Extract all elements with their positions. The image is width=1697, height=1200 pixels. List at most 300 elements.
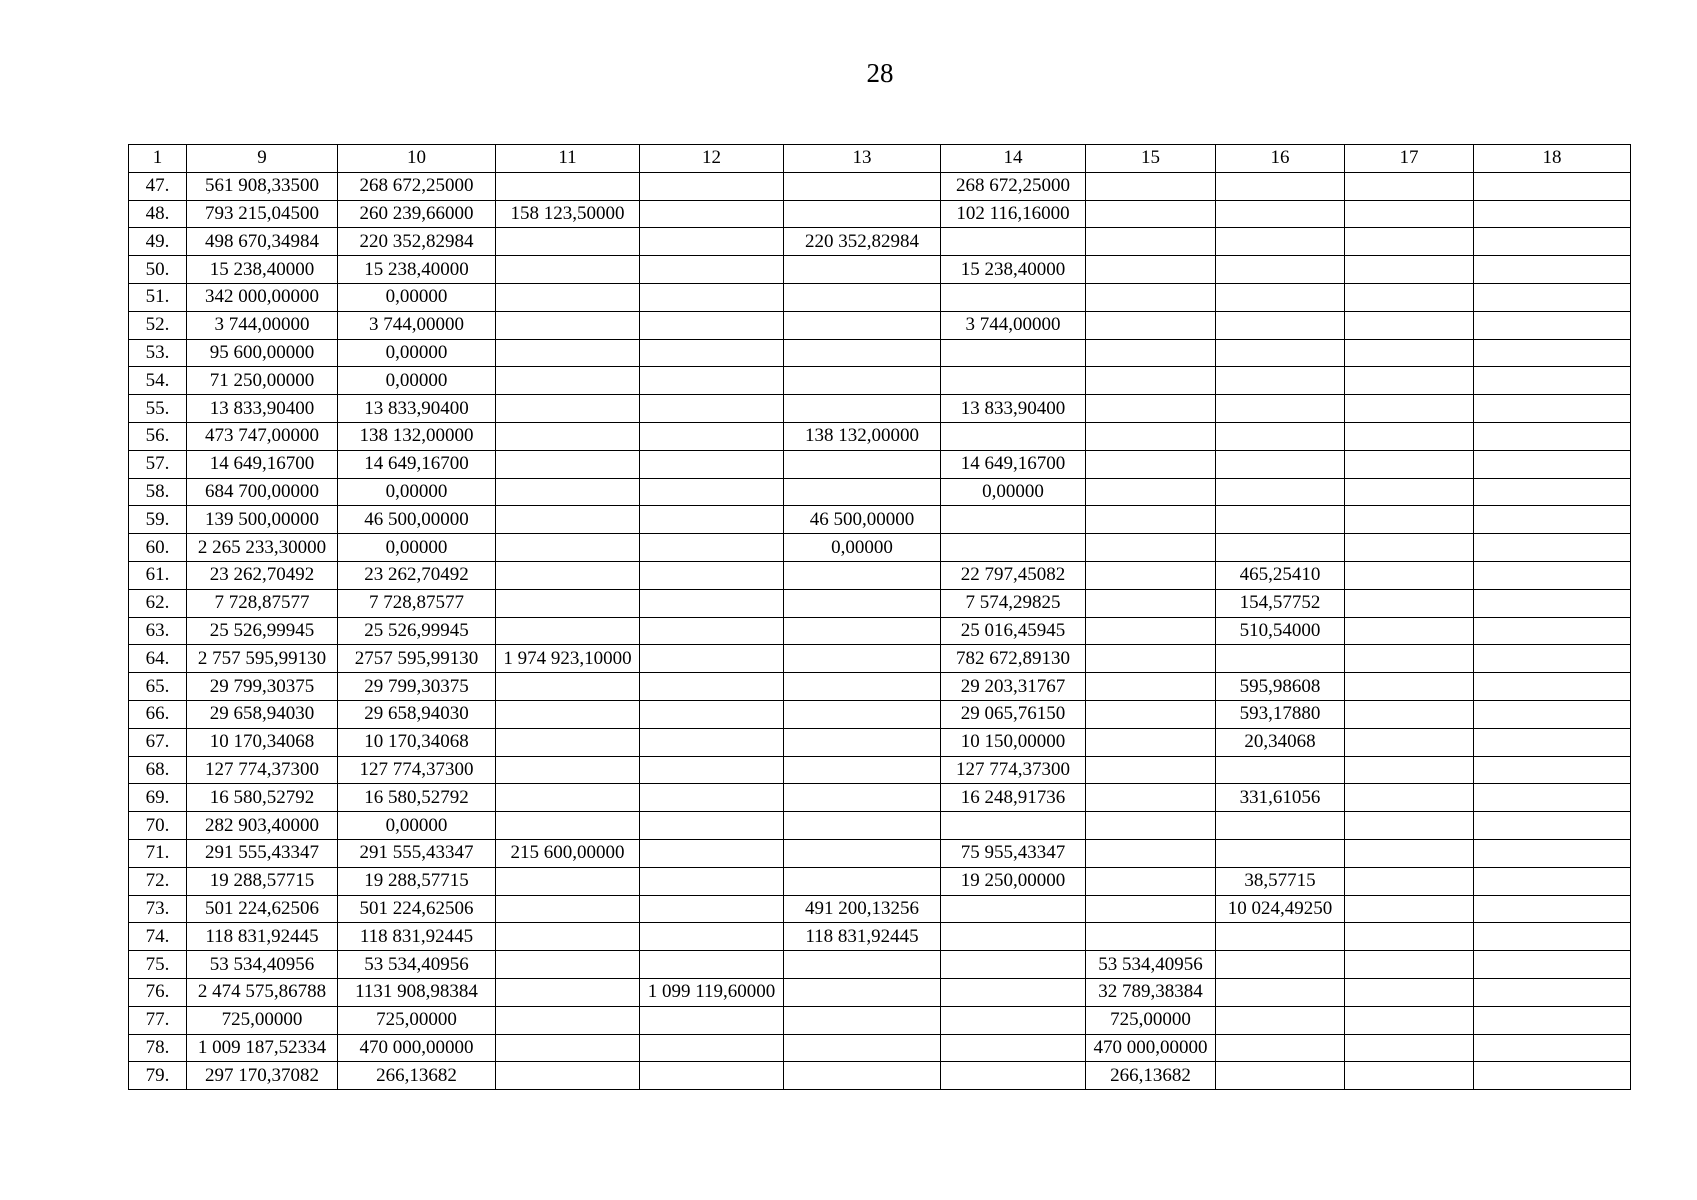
- row-number-cell: 64.: [129, 645, 187, 673]
- row-number-cell: 55.: [129, 395, 187, 423]
- table-cell: [1086, 589, 1216, 617]
- table-cell: 10 170,34068: [338, 728, 496, 756]
- table-row: [129, 506, 1631, 534]
- table-row: [129, 534, 1631, 562]
- table-cell: 2 474 575,86788: [187, 978, 338, 1006]
- row-number-cell: 69.: [129, 784, 187, 812]
- table-cell: 32 789,38384: [1086, 978, 1216, 1006]
- table-cell: [640, 617, 784, 645]
- table-cell: [784, 339, 941, 367]
- table-cell: [784, 812, 941, 840]
- table-cell: [1345, 172, 1474, 200]
- table-cell: [640, 256, 784, 284]
- table-cell: [784, 839, 941, 867]
- table-cell: 10 150,00000: [941, 728, 1086, 756]
- table-cell: [640, 700, 784, 728]
- column-header: 9: [187, 145, 338, 173]
- table-cell: [496, 311, 640, 339]
- table-cell: 16 580,52792: [338, 784, 496, 812]
- table-row: [129, 1006, 1631, 1034]
- row-number-cell: 67.: [129, 728, 187, 756]
- table-cell: 793 215,04500: [187, 200, 338, 228]
- table-cell: 2 265 233,30000: [187, 534, 338, 562]
- table-cell: [1474, 256, 1631, 284]
- table-cell: [1216, 812, 1345, 840]
- table-cell: 0,00000: [338, 367, 496, 395]
- table-cell: [1216, 422, 1345, 450]
- table-cell: 593,17880: [1216, 700, 1345, 728]
- table-row: [129, 172, 1631, 200]
- table-cell: [1474, 367, 1631, 395]
- table-cell: 266,13682: [338, 1062, 496, 1090]
- table-cell: [640, 367, 784, 395]
- table-cell: [640, 395, 784, 423]
- table-cell: 342 000,00000: [187, 283, 338, 311]
- table-cell: [1345, 339, 1474, 367]
- table-cell: 19 288,57715: [187, 867, 338, 895]
- table-cell: 260 239,66000: [338, 200, 496, 228]
- table-cell: 725,00000: [187, 1006, 338, 1034]
- table-cell: [496, 700, 640, 728]
- table-cell: 29 658,94030: [187, 700, 338, 728]
- table-row: [129, 478, 1631, 506]
- table-cell: [1216, 534, 1345, 562]
- table-cell: [1216, 311, 1345, 339]
- row-number-cell: 75.: [129, 951, 187, 979]
- table-cell: 331,61056: [1216, 784, 1345, 812]
- table-cell: 16 580,52792: [187, 784, 338, 812]
- table-cell: [1474, 534, 1631, 562]
- table-cell: [1086, 339, 1216, 367]
- table-cell: 19 250,00000: [941, 867, 1086, 895]
- table-cell: 25 016,45945: [941, 617, 1086, 645]
- table-row: [129, 923, 1631, 951]
- table-cell: 725,00000: [338, 1006, 496, 1034]
- table-cell: [941, 534, 1086, 562]
- table-cell: [640, 561, 784, 589]
- table-cell: [1474, 923, 1631, 951]
- table-cell: 158 123,50000: [496, 200, 640, 228]
- table-cell: [1474, 311, 1631, 339]
- table-cell: 1 974 923,10000: [496, 645, 640, 673]
- row-number-cell: 50.: [129, 256, 187, 284]
- table-cell: 29 799,30375: [338, 673, 496, 701]
- table-cell: [941, 422, 1086, 450]
- table-cell: 15 238,40000: [941, 256, 1086, 284]
- table-cell: 118 831,92445: [784, 923, 941, 951]
- row-number-cell: 59.: [129, 506, 187, 534]
- table-row: [129, 228, 1631, 256]
- table-cell: [1086, 228, 1216, 256]
- table-cell: [1345, 506, 1474, 534]
- table-cell: [496, 478, 640, 506]
- table-cell: 501 224,62506: [338, 895, 496, 923]
- table-cell: [1474, 1062, 1631, 1090]
- table-cell: [784, 951, 941, 979]
- table-cell: 46 500,00000: [338, 506, 496, 534]
- table-cell: [1216, 256, 1345, 284]
- table-cell: [941, 978, 1086, 1006]
- data-table: [128, 144, 1631, 1090]
- table-cell: 1 009 187,52334: [187, 1034, 338, 1062]
- table-cell: [1086, 367, 1216, 395]
- row-number-cell: 63.: [129, 617, 187, 645]
- table-cell: [784, 561, 941, 589]
- table-cell: [1216, 395, 1345, 423]
- table-cell: [496, 367, 640, 395]
- table-cell: [640, 951, 784, 979]
- table-cell: [496, 534, 640, 562]
- table-cell: [1345, 534, 1474, 562]
- table-cell: 53 534,40956: [338, 951, 496, 979]
- table-cell: 2 757 595,99130: [187, 645, 338, 673]
- table-cell: 14 649,16700: [941, 450, 1086, 478]
- table-cell: [1345, 645, 1474, 673]
- table-cell: [1086, 673, 1216, 701]
- table-cell: 15 238,40000: [187, 256, 338, 284]
- table-cell: 71 250,00000: [187, 367, 338, 395]
- table-row: [129, 395, 1631, 423]
- table-cell: 10 024,49250: [1216, 895, 1345, 923]
- table-row: [129, 839, 1631, 867]
- table-cell: [1086, 756, 1216, 784]
- table-cell: [1474, 200, 1631, 228]
- table-cell: 127 774,37300: [338, 756, 496, 784]
- table-cell: [1216, 367, 1345, 395]
- table-cell: [1345, 228, 1474, 256]
- table-row: [129, 812, 1631, 840]
- table-cell: 3 744,00000: [187, 311, 338, 339]
- table-row: [129, 589, 1631, 617]
- table-cell: [496, 1034, 640, 1062]
- table-row: [129, 951, 1631, 979]
- table-cell: 491 200,13256: [784, 895, 941, 923]
- table-cell: 25 526,99945: [338, 617, 496, 645]
- table-cell: 15 238,40000: [338, 256, 496, 284]
- table-cell: [640, 506, 784, 534]
- table-cell: [1345, 617, 1474, 645]
- table-cell: [1345, 367, 1474, 395]
- table-cell: [1474, 172, 1631, 200]
- table-cell: [1216, 978, 1345, 1006]
- table-cell: [1474, 506, 1631, 534]
- table-cell: [496, 422, 640, 450]
- table-cell: 291 555,43347: [338, 839, 496, 867]
- table-cell: 13 833,90400: [941, 395, 1086, 423]
- table-cell: [1086, 422, 1216, 450]
- table-row: [129, 756, 1631, 784]
- table-cell: [941, 367, 1086, 395]
- table-cell: 215 600,00000: [496, 839, 640, 867]
- table-cell: 0,00000: [941, 478, 1086, 506]
- table-cell: [640, 228, 784, 256]
- table-cell: [640, 867, 784, 895]
- table-cell: 684 700,00000: [187, 478, 338, 506]
- row-number-cell: 72.: [129, 867, 187, 895]
- table-cell: [640, 1006, 784, 1034]
- table-cell: [941, 1034, 1086, 1062]
- table-cell: [784, 200, 941, 228]
- table-cell: [496, 867, 640, 895]
- table-cell: 0,00000: [338, 478, 496, 506]
- table-cell: [640, 1034, 784, 1062]
- table-cell: [1345, 895, 1474, 923]
- table-cell: [1086, 506, 1216, 534]
- table-cell: [784, 617, 941, 645]
- table-cell: 139 500,00000: [187, 506, 338, 534]
- table-row: [129, 339, 1631, 367]
- table-cell: [784, 1062, 941, 1090]
- row-number-cell: 79.: [129, 1062, 187, 1090]
- column-header: 11: [496, 145, 640, 173]
- table-cell: [1216, 1006, 1345, 1034]
- table-cell: 53 534,40956: [1086, 951, 1216, 979]
- table-cell: [1474, 561, 1631, 589]
- table-row: [129, 367, 1631, 395]
- table-row: [129, 450, 1631, 478]
- table-cell: 0,00000: [338, 283, 496, 311]
- table-cell: [1086, 700, 1216, 728]
- table-cell: 3 744,00000: [941, 311, 1086, 339]
- table-cell: [496, 228, 640, 256]
- column-header: 13: [784, 145, 941, 173]
- table-cell: [784, 172, 941, 200]
- table-cell: [1216, 200, 1345, 228]
- table-cell: 595,98608: [1216, 673, 1345, 701]
- table-cell: [640, 673, 784, 701]
- table-row: [129, 673, 1631, 701]
- table-cell: [1086, 645, 1216, 673]
- row-number-cell: 57.: [129, 450, 187, 478]
- table-cell: 14 649,16700: [338, 450, 496, 478]
- table-cell: [1086, 812, 1216, 840]
- table-cell: [496, 256, 640, 284]
- table-cell: [1474, 756, 1631, 784]
- table-cell: 25 526,99945: [187, 617, 338, 645]
- table-cell: [784, 395, 941, 423]
- table-cell: [640, 728, 784, 756]
- table-cell: [1216, 1062, 1345, 1090]
- table-cell: [496, 1006, 640, 1034]
- table-cell: [784, 311, 941, 339]
- column-header: 1: [129, 145, 187, 173]
- table-cell: [496, 506, 640, 534]
- table-cell: [1086, 256, 1216, 284]
- table-cell: 220 352,82984: [784, 228, 941, 256]
- table-cell: [941, 228, 1086, 256]
- table-cell: 75 955,43347: [941, 839, 1086, 867]
- table-cell: [1345, 1034, 1474, 1062]
- table-cell: [640, 645, 784, 673]
- table-cell: [1345, 867, 1474, 895]
- row-number-cell: 65.: [129, 673, 187, 701]
- table-row: [129, 311, 1631, 339]
- table-cell: [1345, 839, 1474, 867]
- table-cell: 29 799,30375: [187, 673, 338, 701]
- table-cell: 10 170,34068: [187, 728, 338, 756]
- table-cell: 268 672,25000: [941, 172, 1086, 200]
- table-cell: 16 248,91736: [941, 784, 1086, 812]
- table-cell: [784, 784, 941, 812]
- table-cell: [784, 756, 941, 784]
- table-cell: 13 833,90400: [338, 395, 496, 423]
- table-cell: [784, 367, 941, 395]
- table-cell: [1216, 283, 1345, 311]
- table-cell: [1474, 422, 1631, 450]
- table-cell: [1216, 1034, 1345, 1062]
- column-header: 14: [941, 145, 1086, 173]
- table-cell: [1086, 534, 1216, 562]
- table-row: [129, 645, 1631, 673]
- table-cell: 13 833,90400: [187, 395, 338, 423]
- table-cell: [1086, 478, 1216, 506]
- table-cell: [496, 673, 640, 701]
- table-cell: 297 170,37082: [187, 1062, 338, 1090]
- table-cell: 473 747,00000: [187, 422, 338, 450]
- row-number-cell: 54.: [129, 367, 187, 395]
- row-number-cell: 61.: [129, 561, 187, 589]
- table-cell: [496, 784, 640, 812]
- table-cell: [1086, 784, 1216, 812]
- table-cell: [640, 812, 784, 840]
- table-cell: [941, 1062, 1086, 1090]
- row-number-cell: 56.: [129, 422, 187, 450]
- table-cell: 2757 595,99130: [338, 645, 496, 673]
- table-cell: [1345, 395, 1474, 423]
- row-number-cell: 74.: [129, 923, 187, 951]
- table-body: [129, 172, 1631, 1089]
- table-cell: [1216, 756, 1345, 784]
- row-number-cell: 48.: [129, 200, 187, 228]
- table-row: [129, 200, 1631, 228]
- table-cell: [1345, 784, 1474, 812]
- table-row: [129, 867, 1631, 895]
- table-cell: [1474, 867, 1631, 895]
- table-cell: [1086, 839, 1216, 867]
- table-cell: 510,54000: [1216, 617, 1345, 645]
- table-cell: 154,57752: [1216, 589, 1345, 617]
- table-header-row: [129, 145, 1631, 173]
- table-cell: [640, 839, 784, 867]
- table-cell: [640, 422, 784, 450]
- row-number-cell: 53.: [129, 339, 187, 367]
- table-cell: [1086, 867, 1216, 895]
- table-cell: 7 574,29825: [941, 589, 1086, 617]
- table-cell: 220 352,82984: [338, 228, 496, 256]
- row-number-cell: 49.: [129, 228, 187, 256]
- table-cell: 127 774,37300: [941, 756, 1086, 784]
- table-cell: [1216, 339, 1345, 367]
- table-cell: [496, 450, 640, 478]
- table-cell: [1086, 923, 1216, 951]
- table-cell: [1345, 561, 1474, 589]
- table-cell: [1474, 978, 1631, 1006]
- row-number-cell: 52.: [129, 311, 187, 339]
- table-cell: [1474, 283, 1631, 311]
- row-number-cell: 76.: [129, 978, 187, 1006]
- table-cell: [1345, 728, 1474, 756]
- table-cell: [1216, 839, 1345, 867]
- table-cell: [640, 283, 784, 311]
- table-cell: 138 132,00000: [338, 422, 496, 450]
- table-cell: 470 000,00000: [1086, 1034, 1216, 1062]
- table-row: [129, 1034, 1631, 1062]
- table-cell: [1345, 1006, 1474, 1034]
- table-cell: [784, 256, 941, 284]
- column-header: 17: [1345, 145, 1474, 173]
- table-row: [129, 784, 1631, 812]
- row-number-cell: 47.: [129, 172, 187, 200]
- table-cell: [1345, 700, 1474, 728]
- table-cell: [1216, 951, 1345, 979]
- table-cell: [784, 450, 941, 478]
- table-cell: 266,13682: [1086, 1062, 1216, 1090]
- table-cell: 29 658,94030: [338, 700, 496, 728]
- table-cell: 0,00000: [338, 534, 496, 562]
- table-cell: 561 908,33500: [187, 172, 338, 200]
- table-cell: [1086, 617, 1216, 645]
- table-cell: [1216, 506, 1345, 534]
- table-cell: [1345, 450, 1474, 478]
- table-cell: 498 670,34984: [187, 228, 338, 256]
- table-cell: [1474, 228, 1631, 256]
- table-cell: 38,57715: [1216, 867, 1345, 895]
- table-cell: [1086, 561, 1216, 589]
- table-cell: [1216, 450, 1345, 478]
- table-cell: [941, 812, 1086, 840]
- table-cell: [941, 339, 1086, 367]
- table-cell: 0,00000: [784, 534, 941, 562]
- table-cell: [640, 450, 784, 478]
- table-cell: 470 000,00000: [338, 1034, 496, 1062]
- table-cell: 0,00000: [338, 339, 496, 367]
- table-cell: [496, 895, 640, 923]
- table-cell: [941, 1006, 1086, 1034]
- table-cell: [640, 200, 784, 228]
- table-cell: [496, 561, 640, 589]
- table-cell: 465,25410: [1216, 561, 1345, 589]
- table-cell: 1131 908,98384: [338, 978, 496, 1006]
- table-cell: [1474, 812, 1631, 840]
- column-header: 18: [1474, 145, 1631, 173]
- table-cell: [1216, 172, 1345, 200]
- table-cell: [640, 589, 784, 617]
- table-cell: [640, 1062, 784, 1090]
- table-cell: [640, 923, 784, 951]
- table-cell: [1345, 812, 1474, 840]
- table-cell: 127 774,37300: [187, 756, 338, 784]
- table-cell: [640, 311, 784, 339]
- table-cell: [1474, 784, 1631, 812]
- table-cell: [784, 1006, 941, 1034]
- table-cell: 22 797,45082: [941, 561, 1086, 589]
- row-number-cell: 60.: [129, 534, 187, 562]
- table-cell: 20,34068: [1216, 728, 1345, 756]
- table-cell: [941, 283, 1086, 311]
- table-cell: [1474, 700, 1631, 728]
- row-number-cell: 66.: [129, 700, 187, 728]
- table-cell: [496, 951, 640, 979]
- table-cell: [1345, 311, 1474, 339]
- table-cell: 53 534,40956: [187, 951, 338, 979]
- table-cell: [1474, 395, 1631, 423]
- table-cell: [1474, 1034, 1631, 1062]
- table-cell: 268 672,25000: [338, 172, 496, 200]
- table-cell: [784, 978, 941, 1006]
- table-row: [129, 561, 1631, 589]
- table-cell: [1345, 478, 1474, 506]
- table-cell: 14 649,16700: [187, 450, 338, 478]
